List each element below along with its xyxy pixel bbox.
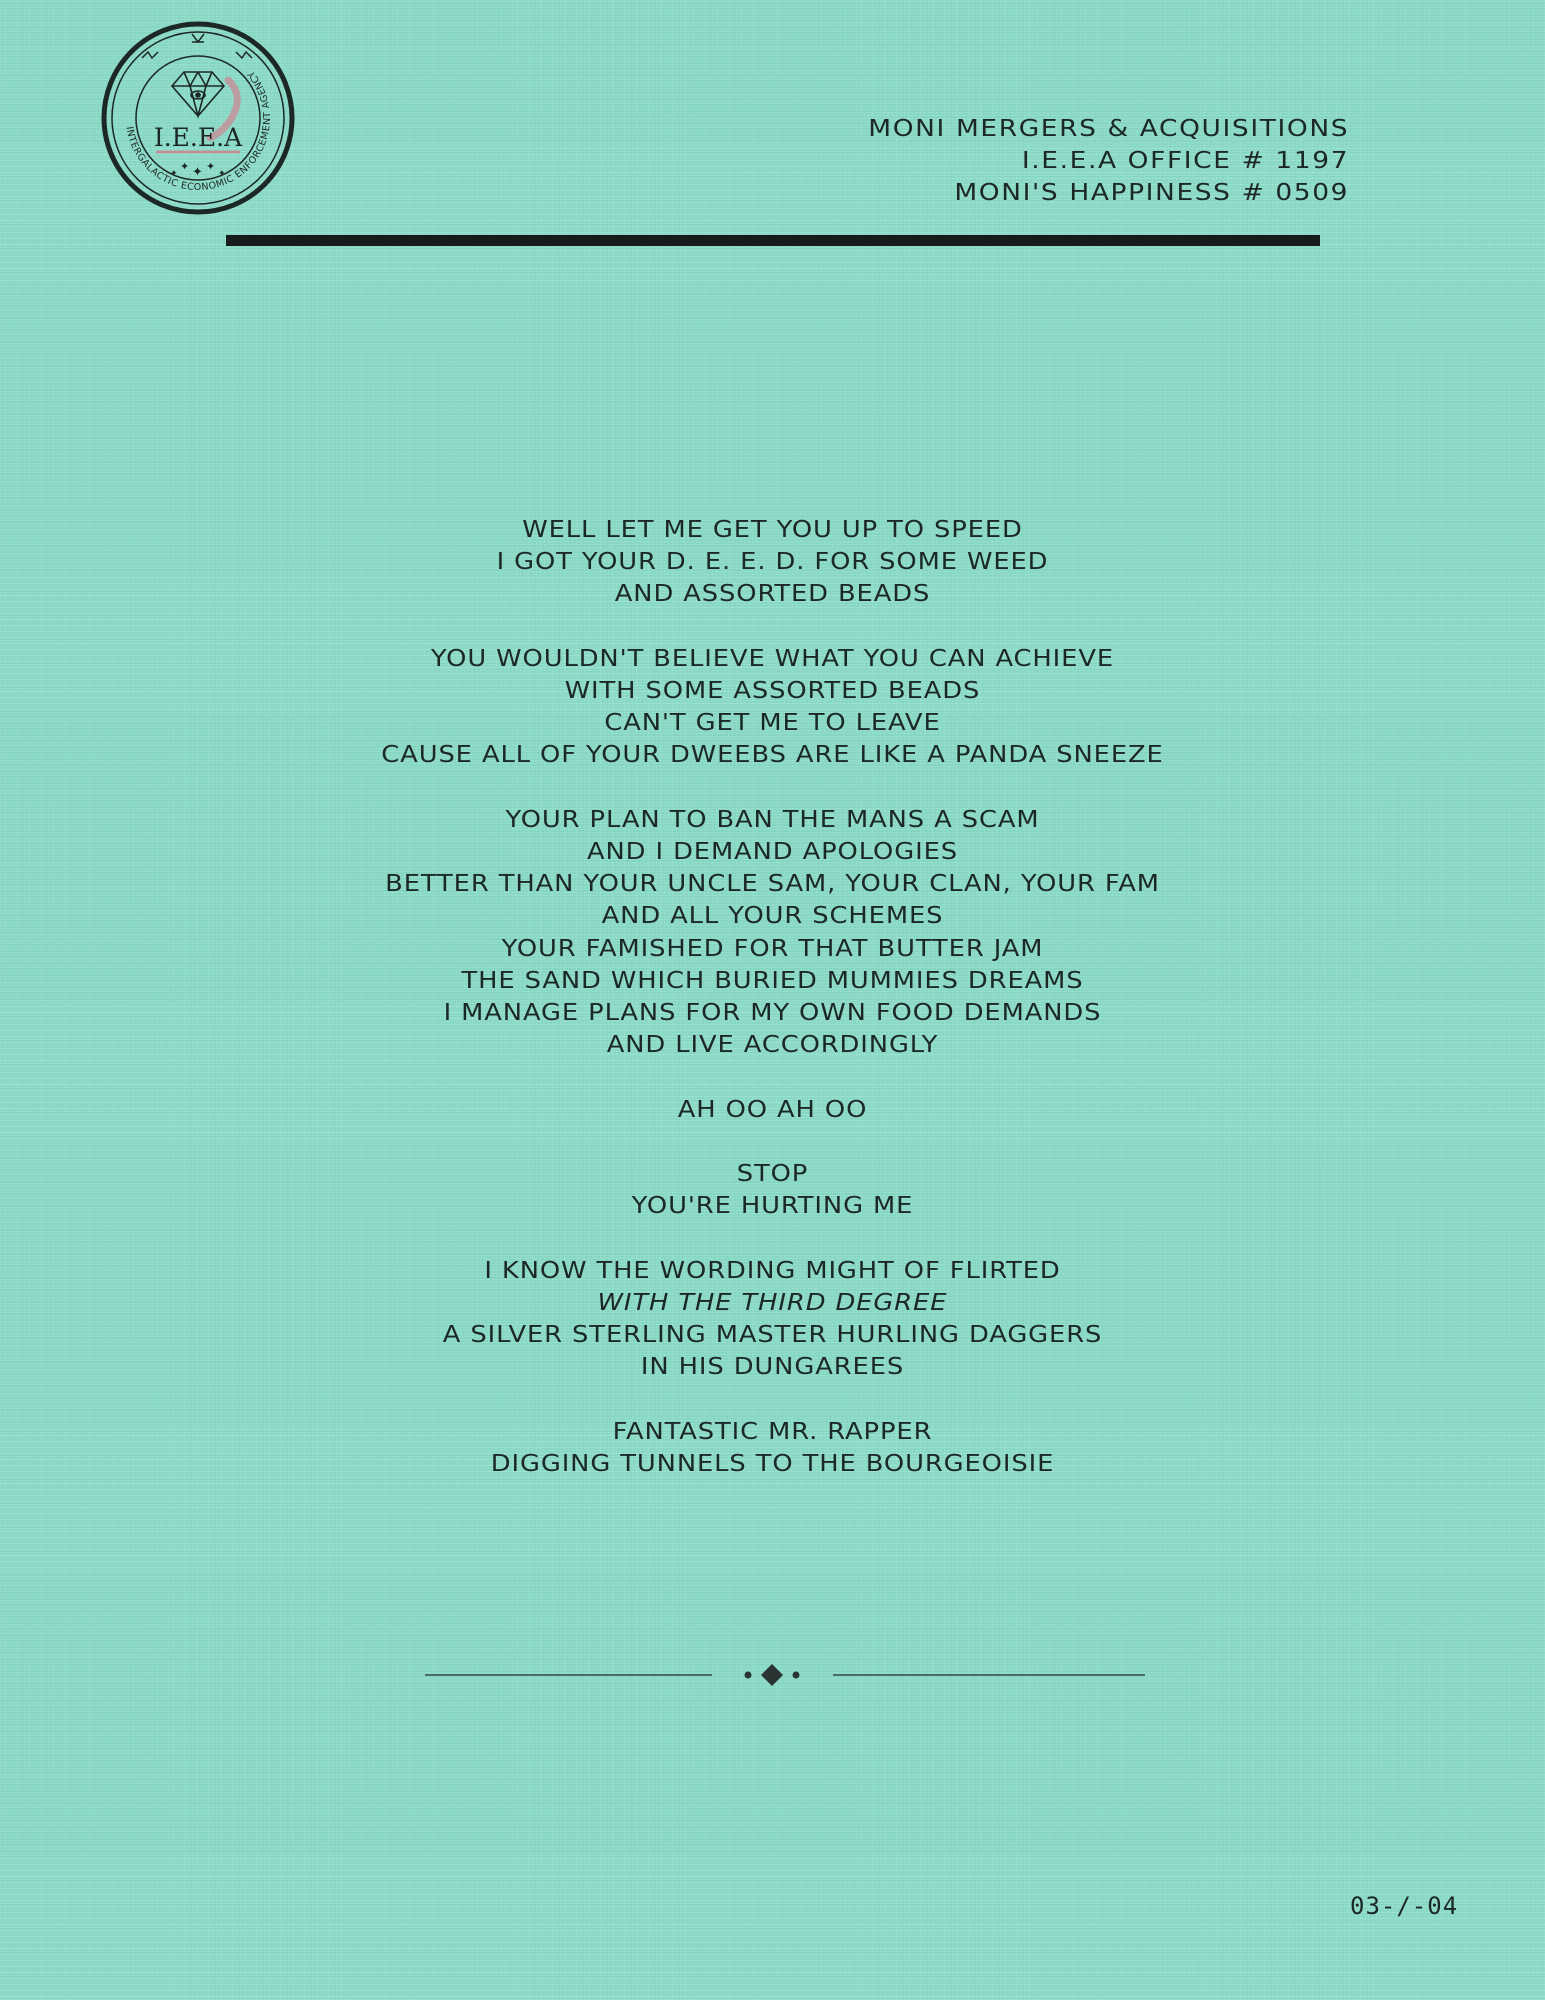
stanza (0, 514, 1545, 611)
lyric-line: I MANAGE PLANS FOR MY OWN FOOD DEMANDS (443, 1000, 1102, 1027)
stanza (0, 1255, 1545, 1384)
lyric-line: DIGGING TUNNELS TO THE BOURGEOISIE (490, 1450, 1055, 1477)
svg-text:✦: ✦ (170, 169, 178, 179)
svg-text:✦: ✦ (218, 169, 226, 179)
lyric-line: AND I DEMAND APOLOGIES (587, 839, 958, 865)
lyric-line: CAUSE ALL OF YOUR DWEEBS ARE LIKE A PANDA SNEEZE (381, 742, 1164, 769)
seal-ring-text: INTERGALACTIC ECONOMIC ENFORCEMENT AGENCY (123, 68, 274, 194)
lyric-line: AH OO AH OO (677, 1096, 868, 1123)
svg-text:✦: ✦ (180, 160, 190, 173)
page-code: 03-/-04 (1350, 1892, 1459, 1920)
lyric-line: WITH THE THIRD DEGREE (597, 1289, 948, 1316)
lyric-line: YOU WOULDN'T BELIEVE WHAT YOU CAN ACHIEVE (430, 645, 1115, 672)
lyric-line: CAN'T GET ME TO LEAVE (604, 710, 941, 737)
lyrics-body (0, 514, 1545, 1480)
lyric-line: I KNOW THE WORDING MIGHT OF FLIRTED (484, 1257, 1061, 1284)
diamond-icon (172, 72, 224, 116)
lyric-line: YOUR FAMISHED FOR THAT BUTTER JAM (501, 935, 1044, 962)
stanza (0, 1094, 1545, 1126)
lyric-line: FANTASTIC MR. RAPPER (612, 1418, 933, 1445)
company-name: MONI MERGERS & ACQUISITIONS (868, 116, 1349, 142)
lyric-line: AND ASSORTED BEADS (614, 581, 931, 608)
stanza (0, 1158, 1545, 1222)
diamond-divider-icon (425, 1660, 1145, 1690)
lyric-line: THE SAND WHICH BURIED MUMMIES DREAMS (461, 967, 1084, 994)
agency-seal (100, 20, 296, 216)
lyric-line: IN HIS DUNGAREES (640, 1354, 905, 1381)
lyric-line: YOUR PLAN TO BAN THE MANS A SCAM (505, 806, 1040, 833)
svg-text:✦: ✦ (206, 160, 216, 173)
stanza (0, 804, 1545, 1062)
lyric-line: STOP (736, 1161, 809, 1187)
happiness-number: MONI'S HAPPINESS # 0509 (954, 180, 1349, 206)
ornament-divider (425, 1660, 1145, 1690)
lyric-line: WITH SOME ASSORTED BEADS (564, 678, 981, 704)
header-rule (226, 235, 1320, 246)
office-number: I.E.E.A OFFICE # 1197 (1021, 148, 1349, 174)
lyric-line: YOU'RE HURTING ME (631, 1193, 914, 1220)
stanza (0, 1416, 1545, 1480)
lyric-line: AND LIVE ACCORDINGLY (606, 1032, 939, 1059)
lyric-line: I GOT YOUR D. E. E. D. FOR SOME WEED (496, 549, 1049, 576)
svg-text:✦: ✦ (192, 165, 203, 180)
stanza (0, 643, 1545, 772)
lyric-line: A SILVER STERLING MASTER HURLING DAGGERS (442, 1322, 1103, 1348)
seal-emblem-icon (100, 20, 296, 216)
lyric-line: BETTER THAN YOUR UNCLE SAM, YOUR CLAN, YOUR FAM (385, 871, 1160, 898)
letterhead (868, 113, 1349, 209)
seal-monogram: I.E.E.A (153, 123, 243, 152)
lyric-line: WELL LET ME GET YOU UP TO SPEED (522, 517, 1023, 543)
lyric-line: AND ALL YOUR SCHEMES (601, 903, 944, 930)
